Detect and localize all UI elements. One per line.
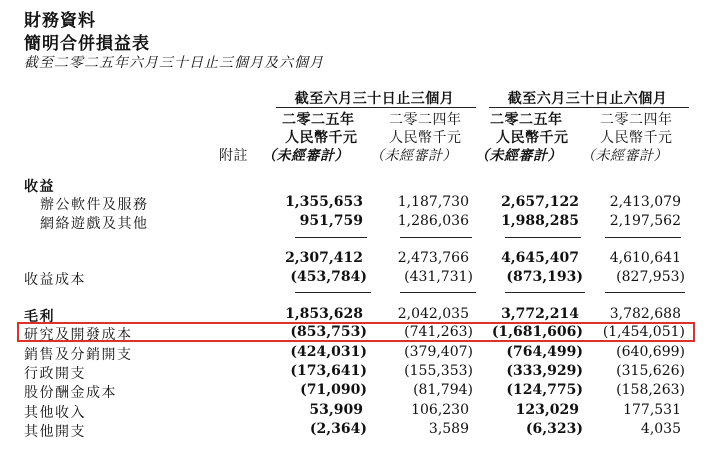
period-subtitle: 截至二零二五年六月三十日止三個月及六個月 [24, 55, 324, 71]
col3-unit: 人民幣千元 [496, 130, 569, 146]
cell-selling-6m-2024: (640,699) [616, 344, 685, 360]
row-label-rnd: 研究及開發成本 [24, 327, 133, 343]
col3-audit: （未經審計） [475, 148, 562, 164]
cell-rnd-3m-2025: (853,753) [290, 324, 367, 340]
col4-audit: （未經審計） [581, 148, 668, 164]
header-group-3m: 截至六月三十日止三個月 [294, 91, 455, 107]
col3-year: 二零二五年 [490, 112, 563, 128]
cell-rnd-6m-2025: (1,681,606) [491, 324, 583, 340]
cell-selling-3m-2024: (379,407) [404, 344, 473, 360]
col4-unit: 人民幣千元 [600, 130, 673, 146]
cell-admin-3m-2024: (155,353) [404, 363, 473, 379]
statement-title: 簡明合併損益表 [24, 34, 150, 54]
cell-selling-6m-2025: (764,499) [506, 344, 583, 360]
header-underline-3m [276, 107, 476, 108]
row-label-share-comp: 股份酬金成本 [24, 385, 117, 401]
cell-office-3m-2024: 1,187,730 [397, 194, 469, 210]
cell-gp-6m-2024: 3,782,688 [609, 306, 681, 322]
cell-oe-6m-2024: 4,035 [640, 421, 681, 437]
row-label-other-expenses: 其他開支 [24, 424, 86, 440]
col1-year: 二零二五年 [282, 112, 355, 128]
rule-total-col2 [400, 237, 472, 238]
rule-gp-col4 [605, 292, 685, 293]
cell-share-6m-2025: (124,775) [506, 382, 583, 398]
rule-gp-col1 [295, 292, 371, 293]
cell-admin-6m-2025: (333,929) [506, 363, 583, 379]
row-label-office: 辦公軟件及服務 [40, 197, 149, 213]
cell-total-revenue-3m-2025: 2,307,412 [285, 250, 363, 266]
cell-oe-3m-2025: (2,364) [309, 421, 367, 437]
rule-gp-col3 [505, 292, 585, 293]
cell-oi-6m-2025: 123,029 [515, 402, 579, 418]
note-column-header: 附註 [219, 148, 248, 164]
cell-rnd-3m-2024: (741,263) [404, 324, 473, 340]
cell-share-3m-2025: (71,090) [300, 382, 367, 398]
rule-total-col3 [505, 237, 581, 238]
section-title: 財務資料 [24, 11, 96, 31]
cell-cost-3m-2025: (453,784) [290, 269, 367, 285]
cell-rnd-6m-2024: (1,454,051) [602, 324, 685, 340]
cell-cost-3m-2024: (431,731) [404, 269, 473, 285]
col2-unit: 人民幣千元 [389, 130, 462, 146]
cell-total-revenue-6m-2024: 4,610,641 [609, 250, 681, 266]
cell-selling-3m-2025: (424,031) [290, 344, 367, 360]
row-label-gross-profit: 毛利 [24, 309, 55, 325]
rule-gp-col2 [400, 292, 476, 293]
col1-audit: （未經審計） [262, 148, 349, 164]
cell-games-6m-2024: 2,197,562 [609, 213, 681, 229]
cell-oi-3m-2024: 106,230 [411, 402, 469, 418]
cell-games-3m-2025: 951,759 [299, 213, 363, 229]
header-group-6m: 截至六月三十日止六個月 [507, 91, 668, 107]
cell-oi-3m-2025: 53,909 [309, 402, 363, 418]
cell-oi-6m-2024: 177,531 [623, 402, 681, 418]
header-underline-6m [489, 107, 689, 108]
cell-office-6m-2024: 2,413,079 [609, 194, 681, 210]
rule-total-col1 [295, 237, 367, 238]
cell-admin-3m-2025: (173,641) [290, 363, 367, 379]
row-label-selling: 銷售及分銷開支 [24, 347, 133, 363]
row-label-cost-of-revenue: 收益成本 [24, 272, 86, 288]
rule-total-col4 [605, 237, 681, 238]
col2-audit: （未經審計） [370, 148, 457, 164]
cell-games-6m-2025: 1,988,285 [501, 213, 579, 229]
cell-oe-6m-2025: (6,323) [525, 421, 583, 437]
row-label-games: 網絡遊戲及其他 [40, 216, 149, 232]
cell-cost-6m-2025: (873,193) [506, 269, 583, 285]
cell-cost-6m-2024: (827,953) [616, 269, 685, 285]
cell-games-3m-2024: 1,286,036 [397, 213, 469, 229]
cell-oe-3m-2024: 3,589 [428, 421, 469, 437]
cell-gp-3m-2024: 2,042,035 [397, 306, 469, 322]
cell-office-3m-2025: 1,355,653 [285, 194, 363, 210]
row-label-other-income: 其他收入 [24, 405, 86, 421]
cell-total-revenue-3m-2024: 2,473,766 [397, 250, 469, 266]
row-label-admin: 行政開支 [24, 366, 86, 382]
cell-share-3m-2024: (81,794) [413, 382, 473, 398]
revenue-section-label: 收益 [24, 179, 55, 195]
cell-total-revenue-6m-2025: 4,645,407 [501, 250, 579, 266]
col4-year: 二零二四年 [600, 112, 673, 128]
cell-admin-6m-2024: (315,626) [616, 363, 685, 379]
cell-share-6m-2024: (158,263) [616, 382, 685, 398]
col1-unit: 人民幣千元 [285, 130, 358, 146]
cell-office-6m-2025: 2,657,122 [501, 194, 579, 210]
cell-gp-3m-2025: 1,853,628 [285, 306, 363, 322]
cell-gp-6m-2025: 3,772,214 [501, 306, 579, 322]
col2-year: 二零二四年 [389, 112, 462, 128]
